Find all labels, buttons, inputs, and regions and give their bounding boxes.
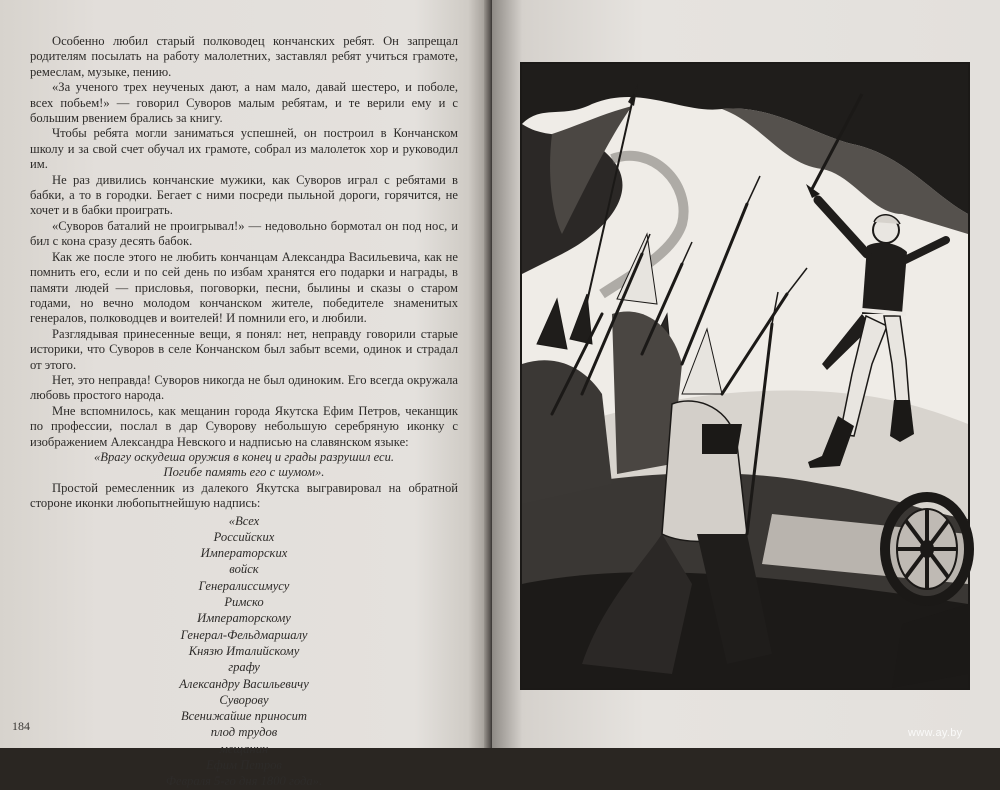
verse-line: «Врагу оскудеша оружия в конец и грады разрушил еси.	[93, 449, 395, 464]
inscription-line: Императорскому	[197, 611, 291, 626]
inscription-line: Римско	[224, 595, 264, 610]
paragraph: Чтобы ребята могли заниматься успешней, он построил в Кончанском школу и за свой счет обучал их грамоте, собрал из малолеток хор и руководил им.	[30, 126, 458, 172]
paragraph: «Суворов баталий не проигрывал!» — недовольно бормотал он под нос, и бил с кона сразу десять бабок.	[30, 218, 458, 249]
paragraph: Особенно любил старый полководец кончанских ребят. Он запрещал родителям посылать на работу малолетних, заставлял ребят учиться грамоте, ремеслам, музыке, пению.	[30, 34, 458, 79]
inscription-line: Февраля 5-го дня 1800 года».	[165, 774, 323, 789]
left-page	[0, 0, 488, 789]
inscription-line: Всенижайше приносит	[180, 709, 308, 724]
inscription-line: Российских	[213, 529, 275, 544]
paragraph: «За ученого трех неученых дают, а нам мало, давай шестеро, и поболе, всех побьем!» — говорил Суворов малым ребятам, и те верили ему и с большим рвением брались за книгу.	[30, 80, 458, 126]
inscription	[30, 513, 458, 790]
inscription-line: Суворову	[219, 692, 269, 707]
paragraph: Простой ремесленник из далекого Якутска выгравировал на обратной стороне иконки любопытнейшую надпись:	[30, 480, 458, 511]
page-number: 184	[12, 719, 30, 733]
inscription-line: Генералиссимусу	[198, 578, 290, 593]
inscription-line: «Всех	[228, 513, 260, 528]
inscription-line: графу	[228, 660, 260, 675]
paragraph: Нет, это неправда! Суворов никогда не был одиноким. Его всегда окружала любовь простого народа.	[30, 372, 458, 403]
paragraph: Мне вспомнилось, как мещанин города Якутска Ефим Петров, чеканщик по профессии, послал в дар Суворову небольшую серебряную иконку с изображением Александра Невского и надписью на славянском языке:	[30, 403, 458, 449]
inscription-line: Александру Васильевичу	[179, 676, 309, 691]
verse-line: Погибе память его с шумом».	[163, 465, 325, 480]
inscription-line: Ефим Петров	[206, 758, 282, 773]
paragraph: Не раз дивились кончанские мужики, как Суворов играл с ребятами в бабки, а то в городки. Бегает с ними посреди пыльной дороги, горячится, не хочет и в бабки проиграть.	[30, 172, 458, 218]
paragraph: Разглядывая принесенные вещи, я понял: нет, неправду говорили старые историки, что Суворов в селе Кончанском был забыт всеми, одинок и страдал от этого.	[30, 326, 458, 372]
watermark: www.ay.by	[908, 727, 963, 739]
inscription-line: войск	[229, 562, 259, 577]
inscription-line: Генерал-Фельдмаршалу	[180, 627, 308, 642]
body-text	[30, 34, 458, 790]
paragraph: Как же после этого не любить кончанцам Александра Васильевича, как не помнить его, если и по сей день по избам хранятся его подарки и награды, в памяти людей — присловья, поговорки, песни, былины и сказы о старом годами, но вечно молодом кончанском жителе, победителе знаменитых генералов, полководцев и воителей! И помнили его, и любили.	[30, 249, 458, 326]
battle-illustration	[520, 62, 970, 690]
inscription-line: мещанин	[219, 741, 269, 756]
inscription-line: плод трудов	[210, 725, 278, 740]
inscription-line: Князю Италийскому	[188, 643, 300, 658]
inscription-line: Императорских	[200, 546, 288, 561]
